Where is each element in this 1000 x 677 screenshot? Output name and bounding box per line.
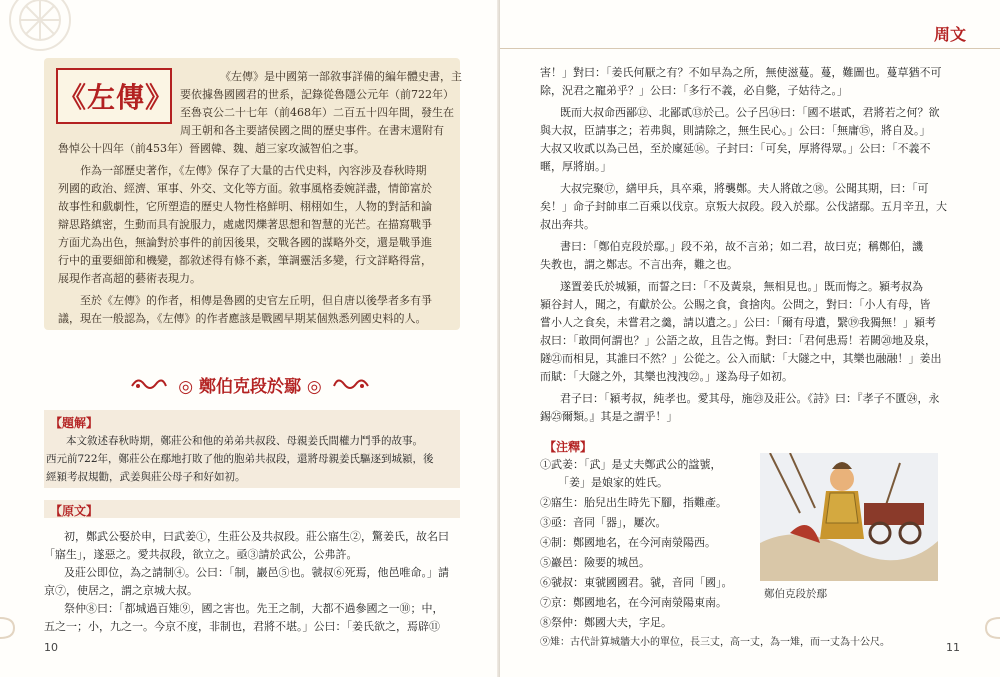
body-line: 遂置姜氏於城潁，而誓之曰：「不及黃泉，無相見也。」既而悔之。潁考叔為 [560,280,923,293]
jieti-line: 經潁考叔規勸，武姜與莊公母子和好如初。 [46,471,246,483]
note-item: ⑥虢叔：東虢國國君。虢，音同「國」。 [540,576,733,589]
page-number: 11 [946,641,960,654]
intro-line: 要依據魯國國君的世系，記錄從魯隱公元年（前722年） [180,88,454,101]
note-item: 「姜」是娘家的姓氏。 [558,476,668,489]
body-line: 潁谷封人，聞之，有獻於公。公賜之食，食捨肉。公問之，對曰：「小人有母，皆 [540,298,931,311]
body-line: 隧㉑而相見，其誰曰不然？」公從之。公入而賦：「大隧之中，其樂也融融！」姜出 [540,352,942,365]
intro-line: 議，現在一般認為，《左傳》的作者應該是戰國早期某個熟悉列國史料的人。 [58,312,427,325]
notes-label: 【注釋】 [544,440,593,454]
note-item: ⑧祭仲：鄭國大夫，字足。 [540,616,672,629]
note-item: ⑤巖邑：險要的城邑。 [540,556,650,569]
illustration-caption: 鄭伯克段於鄢 [764,588,827,600]
edge-ornament-icon [978,614,1000,642]
intro-line: 至於《左傳》的作者，相傳是魯國的史官左丘明，但自唐以後學者多有爭 [80,294,432,307]
body-line: 除，況君之寵弟乎？」公曰：「多行不義，必自斃，子姑待之。」 [540,84,848,97]
cloud-ornament-right-icon [332,374,370,392]
intro-line: 行中的重要細節和機變，都敘述得有條不紊，筆調靈活多變，行文詳略得當， [58,254,432,267]
intro-line: 方面尤為出色，無論對於事件的前因後果，交戰各國的謀略外交，還是戰爭進 [58,236,432,249]
note-item: ②寤生：胎兒出生時先下腳，指難產。 [540,496,727,509]
article-title: ◎ 鄭伯克段於鄢 ◎ [178,377,322,397]
intro-line: 周王朝和各主要諸侯國之間的歷史事件。在書末還附有 [180,124,444,137]
note-item: ④制：鄭國地名，在今河南滎陽西。 [540,536,716,549]
intro-line: 列國的政治、經濟、軍事、外交、文化等方面。敘事風格委婉詳盡，情節富於 [58,182,432,195]
body-line: 錫㉕爾類。』其是之謂乎！」 [540,410,678,423]
yuanwen-label: 【原文】 [50,504,99,518]
warrior-illustration-icon [760,453,938,581]
intro-text [44,58,460,330]
header-rule [500,26,1000,49]
jieti-box [44,410,460,488]
yuanwen-line: 五之一；小，九之一。今京不度，非制也，君將不堪。」公曰：「姜氏欲之，焉辟⑪ [44,620,440,633]
body-line: 失教也，謂之鄭志。不言出奔，難之也。 [540,258,738,271]
body-line: 矣！」命子封帥車二百乘以伐京。京叛大叔段。段入於鄢。公伐諸鄢。五月辛丑，大 [540,200,947,213]
intro-line: 展現作者高超的藝術表現力。 [58,272,201,285]
intro-line: 魯悼公十四年（前453年）晉國韓、魏、趙三家攻滅智伯之事。 [58,142,365,155]
yuanwen-bar [44,500,460,518]
note-item: ⑦京：鄭國地名，在今河南滎陽東南。 [540,596,727,609]
page-number: 10 [44,641,58,654]
intro-box [44,58,460,330]
intro-line: 作為一部歷史著作，《左傳》保存了大量的古代史料，內容涉及春秋時期 [80,164,427,177]
body-line: 大叔完聚⑰，繕甲兵，具卒乘，將襲鄭。夫人將啟之⑱。公聞其期，曰：「可 [560,182,929,195]
body-line: 叔曰：「敢問何謂也？」公語之故，且告之悔。對曰：「君何患焉！若闕⑳地及泉， [540,334,936,347]
book-title: 《左傳》 [58,81,175,114]
yuanwen-line: 京⑦，使居之，謂之京城大叔。 [44,584,198,597]
intro-line: 故事性和戲劇性，它所塑造的歷史人物性格鮮明、栩栩如生，人物的對話和論 [58,200,432,213]
body-line: 既而大叔命西鄙⑫、北鄙貳⑬於己。公子呂⑭曰：「國不堪貳，君將若之何？欲 [560,106,940,119]
body-line: 害！」對曰：「姜氏何厭之有？不如早為之所，無使滋蔓。蔓，難圖也。蔓草猶不可 [540,66,942,79]
jieti-label: 【題解】 [50,416,99,430]
section-tag: 周文 [933,25,966,44]
yuanwen-line: 「寤生」，遂惡之。愛共叔段，欲立之。亟③請於武公，公弗許。 [44,548,358,561]
note-item: ③亟：音同「器」，屢次。 [540,516,667,529]
body-line: 與大叔，臣請事之；若弗與，則請除之，無生民心。」公曰：「無庸⑮，將自及。」 [540,124,931,137]
intro-line: 《左傳》是中國第一部敘事詳備的編年體史書，主 [220,70,462,83]
body-line: 大叔又收貳以為己邑，至於廩延⑯。子封曰：「可矣，厚將得眾。」公曰：「不義不 [540,142,931,155]
intro-line: 至魯哀公二十七年（前468年）二百五十四年間，發生在 [180,106,454,119]
body-line: 暱，厚將崩。」 [540,160,612,173]
yuanwen-line: 初，鄭武公娶於申，曰武姜①，生莊公及共叔段。莊公寤生②，驚姜氏，故名曰 [64,530,449,543]
yuanwen-line: 及莊公即位，為之請制④。公曰：「制，巖邑⑤也。虢叔⑥死焉，他邑唯命。」請 [64,566,449,579]
body-line: 書曰：「鄭伯克段於鄢。」段不弟，故不言弟；如二君，故曰克；稱鄭伯，譏 [560,240,923,253]
body-line: 叔出奔共。 [540,218,595,231]
note-item: ⑨雉：古代計算城牆大小的單位，長三丈，高一丈，為一雉，而一丈為十公尺。 [540,637,890,648]
intro-line: 辯思路縝密，生動而具有說服力，處處閃爍著思想和智慧的光芒。在描寫戰爭 [58,218,432,231]
yuanwen-line: 祭仲⑧曰：「都城過百雉⑨，國之害也。先王之制，大都不過參國之一⑩；中， [64,602,444,615]
jieti-line: 西元前722年，鄭莊公在鄢地打敗了他的胞弟共叔段，還將母親姜氏驅逐到城潁，後 [46,453,434,465]
body-line: 而賦：「大隧之外，其樂也洩洩㉒。」遂為母子如初。 [540,370,793,383]
edge-ornament-icon [0,614,22,642]
body-line: 嘗小人之食矣，未嘗君之羹，請以遺之。」公曰：「爾有母遺，繄⑲我獨無！」潁考 [540,316,936,329]
jieti-line: 本文敘述春秋時期，鄭莊公和他的弟弟共叔段、母親姜氏間權力鬥爭的故事。 [66,435,423,447]
body-line: 君子曰：「潁考叔，純孝也。愛其母，施㉓及莊公。《詩》曰：『孝子不匱㉔，永 [560,392,940,405]
note-item: ①武姜：「武」是丈夫鄭武公的諡號， [540,458,722,471]
